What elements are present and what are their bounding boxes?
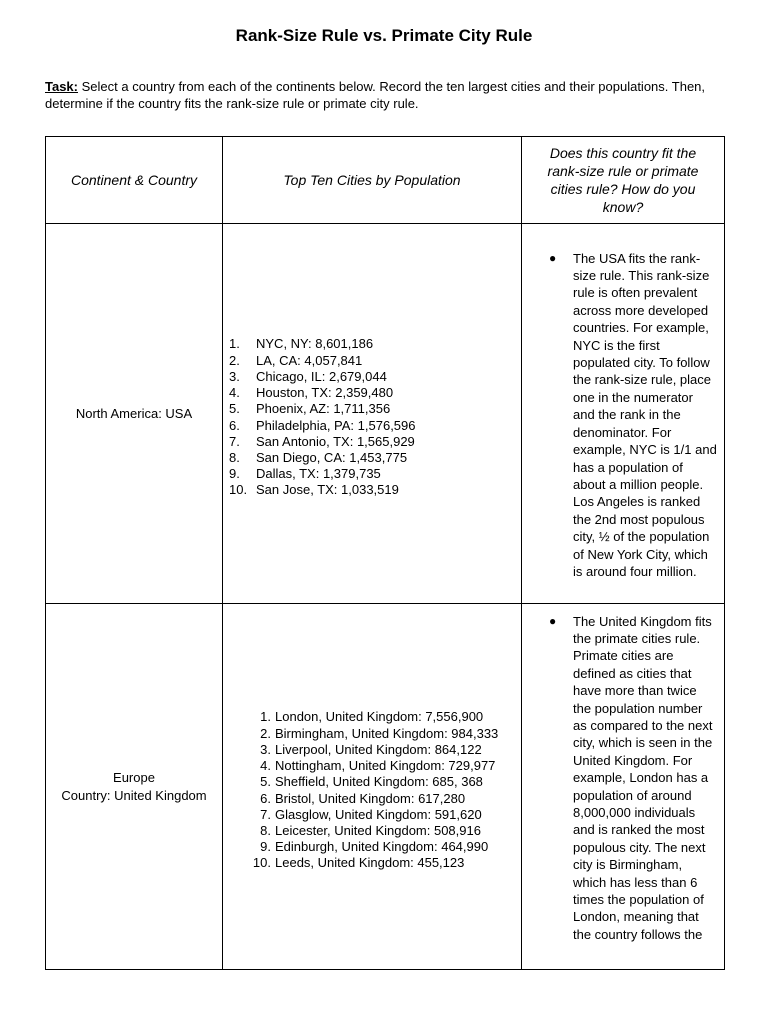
continent-label: Europe xyxy=(113,769,155,785)
list-item: 1. NYC, NY: 8,601,186 xyxy=(229,336,374,352)
analysis-text: The United Kingdom fits the primate cities rule. Primate cities are defined as cities that have more than twice the population number as compared to the next city, which is seen in the United Kingdom. For example, London has a population of around 8,000,000 individuals and is ranked the most populous city. The next city is Birmingham, which has less than 6 times the population of London, meaning that the country follows the xyxy=(573,613,713,942)
list-item: 2. Birmingham, United Kingdom: 984,333 xyxy=(260,725,499,741)
analysis-uk xyxy=(522,606,724,948)
list-item: 5. Sheffield, United Kingdom: 685, 368 xyxy=(260,774,483,790)
city-list-usa xyxy=(223,328,521,498)
table-header-row xyxy=(46,137,725,224)
header-continent-country: Continent & Country xyxy=(46,137,223,224)
list-item: 7. San Antonio, TX: 1,565,929 xyxy=(229,433,415,449)
list-item: 2. LA, CA: 4,057,841 xyxy=(229,352,363,368)
list-item: 9. Dallas, TX: 1,379,735 xyxy=(229,466,381,482)
country-cell-uk xyxy=(46,604,223,970)
analysis-usa xyxy=(522,243,724,585)
table-row-uk xyxy=(46,604,725,970)
header-rule-question: Does this country fit the rank-size rule or primate cities rule? How do you know? xyxy=(522,137,725,224)
list-item: 10. Leeds, United Kingdom: 455,123 xyxy=(252,855,465,871)
page-title: Rank-Size Rule vs. Primate City Rule xyxy=(235,26,533,45)
list-item: 9. Edinburgh, United Kingdom: 464,990 xyxy=(260,839,489,855)
country-cell-usa xyxy=(46,224,223,604)
comparison-table xyxy=(45,136,725,970)
analysis-cell-usa xyxy=(522,224,725,604)
country-label: Country: United Kingdom xyxy=(61,787,207,803)
header-top-ten-cities: Top Ten Cities by Population xyxy=(223,137,522,224)
list-item: 3. Chicago, IL: 2,679,044 xyxy=(229,368,387,384)
analysis-cell-uk xyxy=(522,604,725,970)
bullet-icon: ● xyxy=(549,613,557,628)
task-text: Select a country from each of the continents below. Record the ten largest cities and their populations. Then, determine if the country fits the rank-size rule or primate city rule. xyxy=(45,79,706,111)
list-item: 4. Nottingham, United Kingdom: 729,977 xyxy=(260,758,496,774)
list-item: 6. Bristol, United Kingdom: 617,280 xyxy=(260,790,466,806)
city-list-uk xyxy=(223,701,521,871)
cities-cell-usa xyxy=(223,224,522,604)
bullet-icon: ● xyxy=(549,250,557,265)
cities-cell-uk xyxy=(223,604,522,970)
list-item: 5. Phoenix, AZ: 1,711,356 xyxy=(229,401,391,417)
list-item: 7. Glasglow, United Kingdom: 591,620 xyxy=(260,806,482,822)
list-item: 10. San Jose, TX: 1,033,519 xyxy=(229,482,399,498)
list-item: 8. San Diego, CA: 1,453,775 xyxy=(229,449,408,465)
list-item: 4. Houston, TX: 2,359,480 xyxy=(229,385,394,401)
country-label: North America: USA xyxy=(75,405,193,421)
task-label: Task: xyxy=(45,79,78,94)
task-instructions xyxy=(45,78,725,112)
list-item: 1. London, United Kingdom: 7,556,900 xyxy=(260,709,484,725)
list-item: 6. Philadelphia, PA: 1,576,596 xyxy=(229,417,416,433)
analysis-text: The USA fits the rank-size rule. This rank-size rule is often prevalent across more developed countries. For example, NYC is the first populated city. To follow the rank-size rule, place one in the numerator and the rank in the denominator. For example, NYC is 1/1 and has a population of about a million people. Los Angeles is ranked the 2nd most populous city, ½ of the population of New York City, which is around four million. xyxy=(573,250,717,579)
table-row-usa xyxy=(46,224,725,604)
list-item: 8. Leicester, United Kingdom: 508,916 xyxy=(260,822,481,838)
list-item: 3. Liverpool, United Kingdom: 864,122 xyxy=(260,741,482,757)
